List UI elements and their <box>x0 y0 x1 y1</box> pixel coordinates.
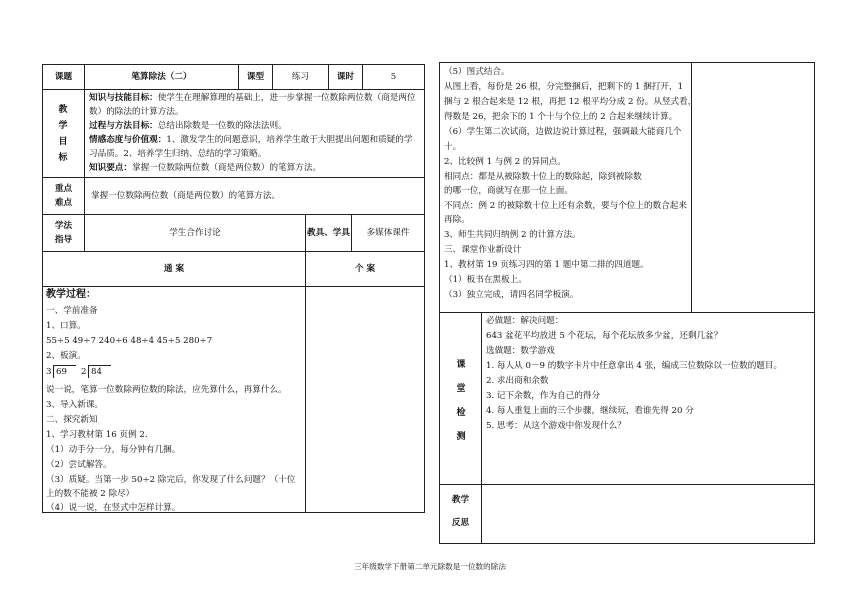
tools-text: 多媒体课件 <box>366 228 410 238</box>
hours-key-cell <box>328 64 363 90</box>
method-label-1: 学法 <box>54 221 73 231</box>
title-key-cell <box>42 64 85 90</box>
reflect-label-1: 教学 <box>451 495 470 505</box>
key-text: 掌握一位数除两位数（商是两位数）的笔算方法。 <box>91 191 281 201</box>
right-line-15: （1）板书在黑板上。 <box>444 275 527 285</box>
method-cell <box>84 214 306 252</box>
right-line-6: 十。 <box>444 142 462 152</box>
process-cell <box>42 286 306 513</box>
right-line-7: 2、比较例 1 与例 2 的异同点。 <box>444 157 566 167</box>
process-line-10: （1）动手分一分，每分钟有几捆。 <box>46 445 181 455</box>
process-line-13: 上的数不能被 2 除尽） <box>46 489 135 499</box>
right-line-3: 捆与 2 根合起来是 12 根，再把 12 根平均分成 2 份。从竖式看， <box>444 97 697 107</box>
title-cell <box>84 64 239 90</box>
long-division-1: 3 69 <box>46 365 86 381</box>
plan-label: 通 案 <box>163 264 185 274</box>
right-line-9: 的哪一位，商就写在那一位上面。 <box>444 186 573 196</box>
goal-line-4: 情感态度与价值观：1、激发学生的问题意识，培养学生敢于大胆提出问题和质疑的学 <box>89 135 413 145</box>
process-line-6: 说一说，笔算一位数除两位数的除法，应先算什么，再算什么。 <box>46 385 287 395</box>
process-line-7: 3、导入新课。 <box>46 400 104 410</box>
type-key-cell <box>238 64 273 90</box>
goal-line-6: 知识要点：掌握一位数除两位数（商是两位数）的笔算方法。 <box>89 163 322 173</box>
key-cell <box>84 177 425 215</box>
test-line-1: 必做题：解决问题： <box>486 316 564 326</box>
right-line-10: 不同点：例 2 的被除数十位上还有余数，要与个位上的数合起来 <box>444 201 687 211</box>
process-personal-cell <box>305 286 425 513</box>
process-line-11: （2）尝试解答。 <box>46 460 112 470</box>
process-line-8: 二、探究新知 <box>46 415 98 425</box>
process-line-3: 55÷5 49÷7 240÷6 48÷4 45÷5 280÷7 <box>46 336 213 346</box>
right-line-11: 再除。 <box>444 215 470 225</box>
tools-label: 教具、学具 <box>307 228 350 238</box>
right-line-14: 1、教材第 19 页练习四的第 1 题中第二排的四道题。 <box>444 260 649 270</box>
process-title: 教学过程： <box>46 289 96 300</box>
reflect-label-2: 反思 <box>451 518 470 528</box>
goal-line-1: 知识与技能目标：使学生在理解算理的基础上，进一步掌握一位数除两位数（商是两位 <box>89 93 416 103</box>
title-key: 课题 <box>54 72 73 82</box>
test-label-cell <box>439 312 482 485</box>
lesson-hours: 5 <box>390 72 397 82</box>
key-label-1: 重点 <box>54 184 73 194</box>
right-line-8: 相同点：都是从被除数十位上的数除起，除到被除数 <box>444 172 642 182</box>
key-label-2: 难点 <box>54 198 73 208</box>
method-label-2: 指导 <box>54 235 73 245</box>
process-line-14: （4）说一说，在竖式中怎样计算。 <box>46 503 181 513</box>
type-key: 课型 <box>246 72 265 82</box>
right-line-16: （3）独立完成，请四名同学板演。 <box>444 290 579 300</box>
personal-label: 个 案 <box>354 264 376 274</box>
goals-label: 教 学 目 标 <box>58 105 68 163</box>
continued-process-cell <box>439 62 697 313</box>
process-line-1: 一、学前准备 <box>46 306 98 316</box>
test-line-4: 1. 每人从 0－9 的数字卡片中任意拿出 4 张，编成三位数除以一位数的题目。 <box>486 361 783 371</box>
test-line-5: 2. 求出商和余数 <box>486 376 549 386</box>
process-line-12: （3）质疑。当第一步 50÷2 除完后，你发现了什么问题？（十位 <box>46 475 296 485</box>
right-line-1: （5）图式结合。 <box>444 67 510 77</box>
tools-label-cell <box>305 214 352 252</box>
reflect-cell <box>481 484 815 544</box>
page-footer: 三年级数学下册第二单元除数是一位数的除法 <box>354 562 506 571</box>
type-cell <box>272 64 329 90</box>
lesson-type: 练习 <box>291 72 310 82</box>
process-line-2: 1、口算。 <box>46 321 86 331</box>
test-line-8: 5. 思考：从这个游戏中你发现什么？ <box>486 421 626 431</box>
right-line-13: 三、课堂作业新设计 <box>444 245 522 255</box>
reflect-label-cell <box>439 484 482 544</box>
process-line-4: 2、板演。 <box>46 351 86 361</box>
goal-line-3: 过程与方法目标：总结出除数是一位数的除法法则。 <box>89 121 287 131</box>
goal-line-5: 习品质。2、培养学生归纳、总结的学习策略。 <box>89 149 267 159</box>
method-label-cell <box>42 214 85 252</box>
continued-personal-cell <box>691 62 815 313</box>
hours-key: 课时 <box>336 72 355 82</box>
goals-label-cell <box>42 89 85 178</box>
tools-cell <box>351 214 425 252</box>
test-cell <box>481 312 815 485</box>
goals-cell <box>84 89 425 178</box>
right-line-5: （6）学生第二次试商，边做边说计算过程，强调最大能商几个 <box>444 127 682 137</box>
lesson-title: 笔算除法（二） <box>131 72 192 82</box>
test-line-6: 3. 记下余数，作为自己的得分 <box>486 391 601 401</box>
method-text: 学生合作讨论 <box>169 228 221 238</box>
right-line-4: 得数是 26，把余下的 1 个十与个位上的 2 合起来继续计算。 <box>444 112 678 122</box>
test-line-7: 4. 每人重复上面的三个步骤，继续玩，看谁先得 20 分 <box>486 406 694 416</box>
long-division-2: 2 84 <box>81 365 121 381</box>
right-line-2: 从图上看，每份是 26 根，分完整捆后，把剩下的 1 捆打开，1 <box>444 82 684 92</box>
hours-cell <box>362 64 425 90</box>
test-line-3: 选做题：数学游戏 <box>486 346 555 356</box>
process-line-9: 1、学习教材第 16 页例 2. <box>46 430 148 440</box>
goal-line-2: 数）的除法的计算方法。 <box>89 107 184 117</box>
key-label-cell <box>42 177 85 215</box>
right-line-12: 3、师生共同归纳例 2 的计算方法。 <box>444 230 581 240</box>
plan-header-cell <box>42 251 306 287</box>
test-line-2: 643 盆花平均放进 5 个花坛，每个花坛放多少盆，还剩几盆？ <box>486 331 723 341</box>
test-label: 课 堂 检 测 <box>456 360 466 442</box>
personal-header-cell <box>305 251 425 287</box>
